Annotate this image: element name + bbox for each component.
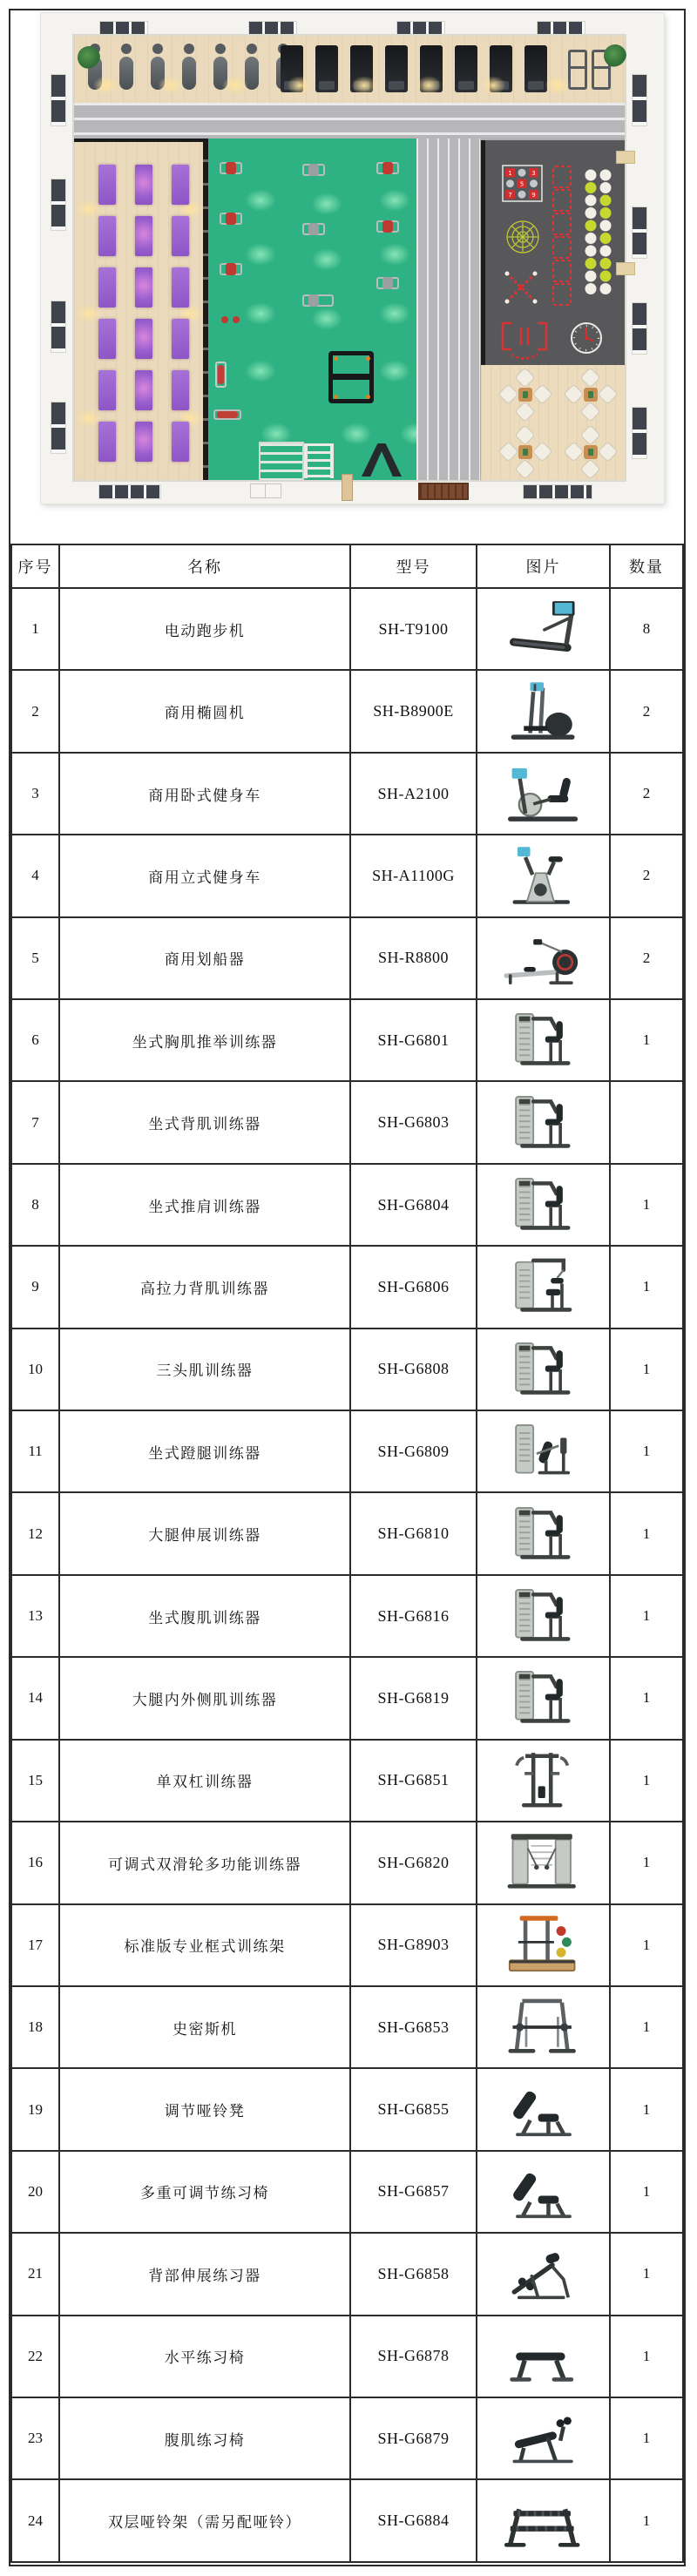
window [98, 484, 161, 499]
equipment-qty: 1 [610, 1657, 683, 1739]
window [99, 21, 148, 36]
wall-ledge [616, 151, 635, 164]
table-row [11, 1081, 683, 1163]
cafe-table-set [501, 370, 550, 419]
gym-floor-plan [41, 13, 664, 504]
equipment-image-cell [477, 1822, 610, 1903]
pin-machine-tall-icon [477, 1251, 609, 1322]
svg-text:1: 1 [508, 170, 512, 177]
row-index: 23 [11, 2397, 59, 2479]
pin-machine-icon [477, 1004, 609, 1076]
yoga-mat [98, 422, 116, 462]
equipment-qty: 1 [610, 1329, 683, 1410]
row-index: 24 [11, 2479, 59, 2562]
table-row [11, 1246, 683, 1328]
equipment-name: 三头肌训练器 [59, 1329, 350, 1410]
leg-press-icon [477, 1416, 609, 1487]
plant [604, 44, 626, 67]
cafe-table [584, 445, 598, 459]
equipment-qty: 1 [610, 1904, 683, 1986]
equipment-model: SH-G6801 [350, 999, 477, 1081]
light-glow [341, 423, 372, 445]
equipment-image-cell [477, 1410, 610, 1492]
cafe-table-set [566, 370, 615, 419]
equipment-table-body [11, 588, 683, 2562]
light-glow [545, 76, 571, 95]
dumbbell-rack-icon [477, 2485, 609, 2557]
equipment-model: SH-G6884 [350, 2479, 477, 2562]
window [632, 302, 647, 355]
equipment-image-cell [477, 1492, 610, 1574]
equipment-qty: 1 [610, 1822, 683, 1903]
table-row [11, 2316, 683, 2397]
table-row [11, 1986, 683, 2068]
table-row [11, 835, 683, 916]
equipment-model: SH-G6809 [350, 1410, 477, 1492]
strength-zone [208, 139, 416, 480]
agility-dots-marking [585, 170, 612, 295]
row-index: 22 [11, 2316, 59, 2397]
equipment-model: SH-G6878 [350, 2316, 477, 2397]
row-index: 6 [11, 999, 59, 1081]
equipment-model: SH-A1100G [350, 835, 477, 916]
yoga-mat [172, 165, 189, 205]
equipment-qty: 1 [610, 2068, 683, 2150]
equipment-qty: 1 [610, 1492, 683, 1574]
dumbbell-pair [220, 311, 242, 328]
equipment-name: 大腿伸展训练器 [59, 1492, 350, 1574]
equipment-qty: 2 [610, 670, 683, 752]
row-index: 5 [11, 917, 59, 999]
yoga-mat [98, 370, 116, 410]
equipment-model: SH-G6819 [350, 1657, 477, 1739]
wall-pillar [342, 474, 353, 501]
window [248, 21, 297, 36]
document-page [9, 9, 686, 2566]
equipment-name: 商用立式健身车 [59, 835, 350, 916]
smith-machine-marker [328, 351, 374, 403]
equipment-name: 水平练习椅 [59, 2316, 350, 2397]
equipment-model: SH-G6858 [350, 2233, 477, 2315]
equipment-qty: 2 [610, 835, 683, 916]
equipment-name: 单双杠训练器 [59, 1740, 350, 1822]
equipment-qty: 1 [610, 1246, 683, 1328]
strength-machine [302, 161, 325, 179]
table-row [11, 1410, 683, 1492]
functional-zone [481, 140, 625, 365]
strength-machine [220, 260, 242, 278]
row-index: 20 [11, 2151, 59, 2233]
equipment-name: 大腿内外侧肌训练器 [59, 1657, 350, 1739]
equipment-image-cell [477, 2397, 610, 2479]
walkway-horizontal [74, 103, 625, 139]
svg-text:9: 9 [531, 192, 536, 199]
light-glow [379, 189, 410, 212]
equipment-name: 多重可调节练习椅 [59, 2151, 350, 2233]
equipment-name: 坐式蹬腿训练器 [59, 1410, 350, 1492]
row-index: 13 [11, 1575, 59, 1657]
equipment-name: 坐式背肌训练器 [59, 1081, 350, 1163]
table-row [11, 1657, 683, 1739]
walkway-vertical [416, 139, 480, 480]
strength-machine [376, 218, 399, 235]
col-header-model: 型号 [350, 544, 477, 588]
strength-machine [220, 210, 242, 227]
equipment-name: 双层哑铃架（需另配哑铃） [59, 2479, 350, 2562]
yoga-mat [135, 422, 152, 462]
yoga-mat [172, 267, 189, 308]
equipment-model: SH-T9100 [350, 588, 477, 670]
spider-web-marking [507, 221, 538, 253]
table-row [11, 588, 683, 670]
equipment-qty: 2 [610, 753, 683, 835]
equipment-table [10, 544, 684, 2563]
equipment-qty: 1 [610, 1164, 683, 1246]
yoga-mat [135, 216, 152, 256]
strength-machine [302, 292, 334, 309]
light-glow [416, 76, 442, 95]
equipment-image-cell [477, 1740, 610, 1822]
cardio-zone [74, 36, 625, 103]
yoga-mat [172, 422, 189, 462]
table-row [11, 670, 683, 752]
table-row [11, 1492, 683, 1574]
cafe-table [518, 388, 532, 402]
equipment-image-cell [477, 2151, 610, 2233]
pin-machine-icon [477, 1169, 609, 1241]
light-glow [158, 76, 184, 95]
row-index: 14 [11, 1657, 59, 1739]
yoga-mat [135, 319, 152, 359]
equipment-image-cell [477, 917, 610, 999]
equipment-name: 坐式胸肌推举训练器 [59, 999, 350, 1081]
equipment-name: 电动跑步机 [59, 588, 350, 670]
equipment-qty: 1 [610, 1740, 683, 1822]
window [523, 484, 592, 499]
row-index: 16 [11, 1822, 59, 1903]
table-row [11, 2151, 683, 2233]
equipment-image-cell [477, 753, 610, 835]
yoga-mat [172, 319, 189, 359]
stretch-rack [568, 50, 587, 90]
window [632, 206, 647, 259]
col-header-name: 名称 [59, 544, 350, 588]
equipment-model: SH-G6851 [350, 1740, 477, 1822]
equipment-model: SH-B8900E [350, 670, 477, 752]
rower-icon [477, 923, 609, 994]
equipment-model: SH-G6810 [350, 1492, 477, 1574]
recumbent-bike-icon [477, 758, 609, 829]
treadmill-marker [385, 45, 408, 92]
bench-decline-icon [477, 2403, 609, 2474]
red-bench [215, 362, 227, 388]
equipment-qty: 1 [610, 1986, 683, 2068]
light-glow [379, 243, 410, 266]
light-glow [245, 360, 276, 382]
row-index: 8 [11, 1164, 59, 1246]
equipment-image-cell [477, 2233, 610, 2315]
row-index: 7 [11, 1081, 59, 1163]
power-rack-icon [477, 1910, 609, 1981]
hex-bar-marker [362, 443, 402, 477]
floor-plan-section [10, 10, 684, 544]
col-header-qty: 数量 [610, 544, 683, 588]
table-row [11, 1740, 683, 1822]
equipment-image-cell [477, 1575, 610, 1657]
row-index: 19 [11, 2068, 59, 2150]
strength-machine [376, 274, 399, 292]
equipment-qty: 1 [610, 1575, 683, 1657]
equipment-qty: 1 [610, 2316, 683, 2397]
treadmill-icon [477, 593, 609, 665]
bench-flat-icon [477, 2321, 609, 2392]
equipment-model: SH-G6820 [350, 1822, 477, 1903]
row-index: 2 [11, 670, 59, 752]
equipment-image-cell [477, 670, 610, 752]
table-row [11, 753, 683, 835]
functional-floor-markings [485, 140, 625, 365]
smith-icon [477, 1991, 609, 2063]
wall-ledge [616, 262, 635, 275]
col-header-index: 序号 [11, 544, 59, 588]
svg-text:7: 7 [508, 192, 512, 199]
col-header-image: 图片 [477, 544, 610, 588]
table-row [11, 999, 683, 1081]
equipment-model: SH-G6808 [350, 1329, 477, 1410]
yoga-mat [172, 216, 189, 256]
equipment-name: 可调式双滑轮多功能训练器 [59, 1822, 350, 1903]
light-glow [311, 193, 342, 215]
equipment-model: SH-G6803 [350, 1081, 477, 1163]
table-row [11, 1904, 683, 1986]
equipment-qty: 1 [610, 2397, 683, 2479]
light-glow [287, 76, 313, 95]
equipment-model: SH-G6853 [350, 1986, 477, 2068]
number-grid-game [505, 168, 538, 199]
bracket-marking [503, 323, 546, 359]
yoga-mat [98, 165, 116, 205]
row-index: 17 [11, 1904, 59, 1986]
back-extension-icon [477, 2238, 609, 2309]
equipment-name: 高拉力背肌训练器 [59, 1246, 350, 1328]
light-glow [351, 76, 377, 95]
equipment-image-cell [477, 1246, 610, 1328]
window [632, 407, 647, 459]
treadmill-row [281, 45, 547, 92]
cafe-table-set [501, 428, 550, 477]
storage-rack-marker [259, 442, 304, 482]
light-glow [379, 360, 410, 382]
equipment-name: 标准版专业框式训练架 [59, 1904, 350, 1986]
yoga-mat [135, 267, 152, 308]
window [51, 74, 66, 126]
equipment-qty: 2 [610, 917, 683, 999]
glass-partition [74, 139, 208, 142]
yoga-mat-grid [98, 165, 189, 462]
clock-marking [572, 323, 601, 353]
door [250, 483, 281, 498]
pin-machine-icon [477, 1087, 609, 1159]
equipment-image-cell [477, 1904, 610, 1986]
row-index: 9 [11, 1246, 59, 1328]
light-glow [311, 248, 342, 271]
agility-ladder-marking [553, 166, 571, 305]
plant [78, 46, 100, 69]
svg-text:5: 5 [519, 180, 524, 188]
bench-incline-icon [477, 2156, 609, 2228]
equipment-qty [610, 1081, 683, 1163]
treadmill-marker [455, 45, 477, 92]
table-row [11, 2397, 683, 2479]
equipment-qty: 8 [610, 588, 683, 670]
light-glow [222, 76, 248, 95]
equipment-model: SH-R8800 [350, 917, 477, 999]
pin-machine-icon [477, 1580, 609, 1652]
cafe-table [518, 445, 532, 459]
cross-trainer-marker [118, 43, 135, 91]
row-index: 1 [11, 588, 59, 670]
light-glow [379, 302, 410, 325]
light-glow [245, 189, 276, 212]
window [396, 21, 445, 36]
table-row [11, 1329, 683, 1410]
window [537, 21, 585, 36]
gym-interior [74, 36, 625, 480]
equipment-name: 背部伸展练习器 [59, 2233, 350, 2315]
equipment-image-cell [477, 1081, 610, 1163]
elliptical-icon [477, 676, 609, 747]
window [51, 301, 66, 353]
equipment-model: SH-G6879 [350, 2397, 477, 2479]
table-row [11, 917, 683, 999]
equipment-image-cell [477, 1329, 610, 1410]
yoga-mat [172, 370, 189, 410]
light-glow [311, 308, 342, 330]
row-index: 4 [11, 835, 59, 916]
equipment-name: 坐式推肩训练器 [59, 1164, 350, 1246]
yoga-mat [98, 267, 116, 308]
strength-machine [376, 159, 399, 177]
table-row [11, 2068, 683, 2150]
bench-incline-icon [477, 2074, 609, 2146]
equipment-image-cell [477, 2479, 610, 2562]
equipment-qty: 1 [610, 1410, 683, 1492]
equipment-model: SH-A2100 [350, 753, 477, 835]
equipment-model: SH-G6855 [350, 2068, 477, 2150]
window [51, 402, 66, 454]
row-index: 3 [11, 753, 59, 835]
equipment-name: 坐式腹肌训练器 [59, 1575, 350, 1657]
equipment-image-cell [477, 2068, 610, 2150]
equipment-name: 商用卧式健身车 [59, 753, 350, 835]
table-row [11, 1822, 683, 1903]
row-index: 15 [11, 1740, 59, 1822]
light-glow [93, 76, 119, 95]
equipment-qty: 1 [610, 2151, 683, 2233]
equipment-qty: 1 [610, 999, 683, 1081]
yoga-mat [98, 319, 116, 359]
equipment-image-cell [477, 588, 610, 670]
equipment-model: SH-G8903 [350, 1904, 477, 1986]
row-index: 10 [11, 1329, 59, 1410]
cafe-table-set [566, 428, 615, 477]
svg-text:3: 3 [531, 170, 536, 177]
equipment-qty: 1 [610, 2233, 683, 2315]
equipment-image-cell [477, 1164, 610, 1246]
equipment-name: 腹肌练习椅 [59, 2397, 350, 2479]
row-index: 21 [11, 2233, 59, 2315]
equipment-name: 商用划船器 [59, 917, 350, 999]
strength-machine [302, 220, 325, 238]
ladder-rack-marker [304, 443, 334, 478]
cafe-table [584, 388, 598, 402]
yoga-mat [135, 370, 152, 410]
light-glow [245, 243, 276, 266]
equipment-image-cell [477, 1657, 610, 1739]
row-index: 18 [11, 1986, 59, 2068]
pin-machine-icon [477, 1662, 609, 1734]
equipment-name: 调节哑铃凳 [59, 2068, 350, 2150]
light-glow [261, 423, 292, 445]
row-index: 12 [11, 1492, 59, 1574]
yoga-mat [98, 216, 116, 256]
equipment-image-cell [477, 1986, 610, 2068]
equipment-qty: 1 [610, 2479, 683, 2562]
treadmill-marker [315, 45, 338, 92]
table-row [11, 2479, 683, 2562]
header-row [11, 544, 683, 588]
light-glow [245, 302, 276, 325]
equipment-image-cell [477, 835, 610, 916]
entrance-mat [418, 483, 469, 500]
table-row [11, 1575, 683, 1657]
x-cross-marking [505, 272, 538, 304]
tower-icon [477, 1745, 609, 1816]
equipment-model: SH-G6804 [350, 1164, 477, 1246]
equipment-name: 商用椭圆机 [59, 670, 350, 752]
red-bench [213, 409, 241, 420]
lounge-zone [481, 365, 625, 480]
pin-machine-icon [477, 1334, 609, 1405]
row-index: 11 [11, 1410, 59, 1492]
window [51, 179, 66, 231]
upright-bike-icon [477, 840, 609, 911]
yoga-mat [135, 165, 152, 205]
equipment-name: 史密斯机 [59, 1986, 350, 2068]
window [632, 74, 647, 126]
equipment-model: SH-G6806 [350, 1246, 477, 1328]
pin-machine-icon [477, 1498, 609, 1570]
strength-machine [220, 159, 242, 177]
dual-pulley-icon [477, 1827, 609, 1898]
equipment-image-cell [477, 2316, 610, 2397]
table-row [11, 2233, 683, 2315]
equipment-image-cell [477, 999, 610, 1081]
equipment-model: SH-G6857 [350, 2151, 477, 2233]
table-row [11, 1164, 683, 1246]
equipment-model: SH-G6816 [350, 1575, 477, 1657]
light-glow [480, 76, 506, 95]
